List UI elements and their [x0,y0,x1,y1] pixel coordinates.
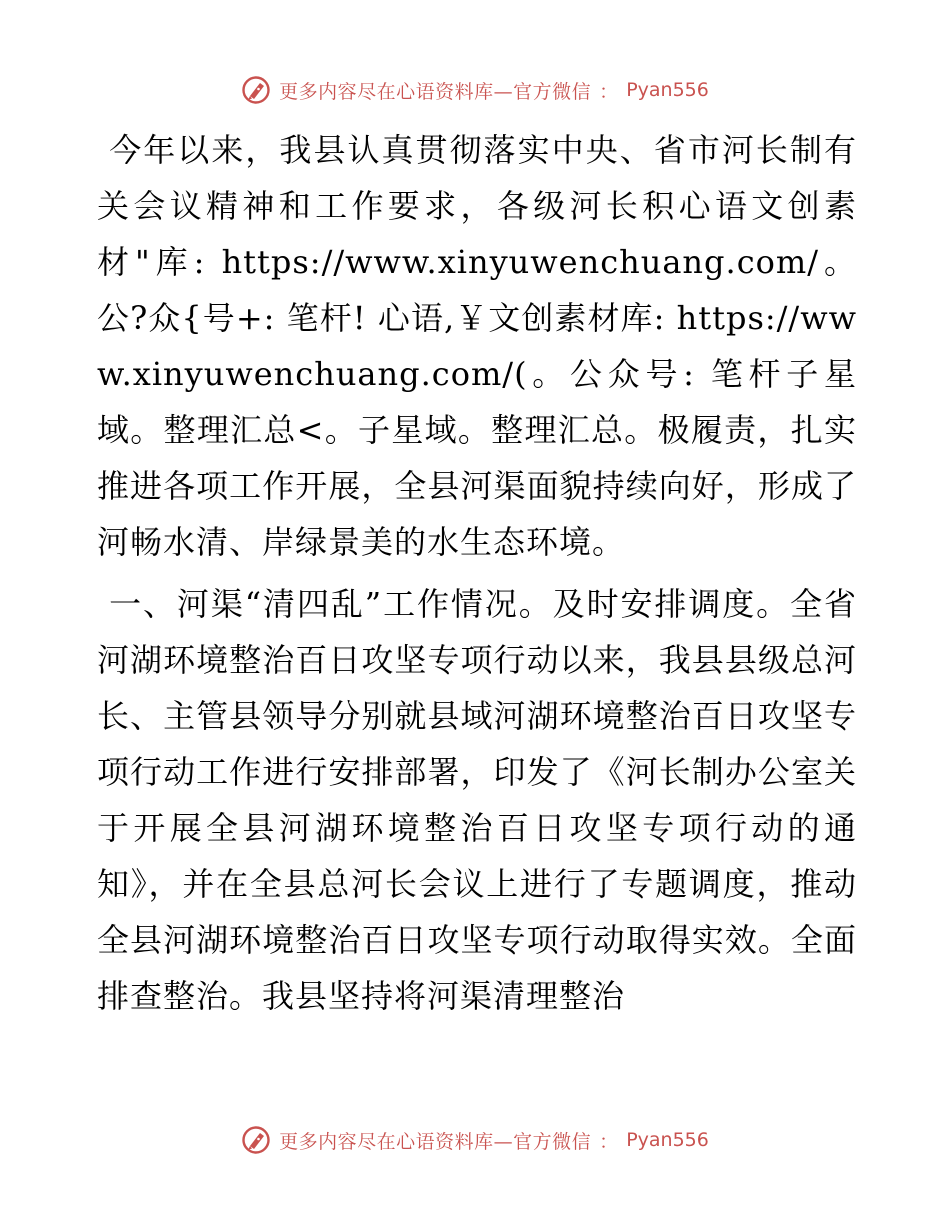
header-banner [0,70,950,110]
footer-banner [0,1120,950,1160]
footer-banner-colon: ： [599,1130,619,1153]
document-body [97,122,857,1024]
footer-banner-text: 更多内容尽在心语资料库—官方微信 [279,1130,592,1153]
body-paragraph: 一、河渠“清四乱”工作情况。及时安排调度。全省河湖环境整治百日攻坚专项行动以来，我县县级总河长、主管县领导分别就县域河湖环境整治百日攻坚专项行动工作进行安排部署，印发了《河长制办公室关于开展全县河湖环境整治百日攻坚专项行动的通知》，并在全县总河长会议上进行了专题调度，推动全县河湖环境整治百日攻坚专项行动取得实效。全面排查整治。我县坚持将河渠清理整治 [97,585,857,1015]
header-banner-text: 更多内容尽在心语资料库—官方微信 [279,80,592,103]
header-banner-id: Pyan556 [626,79,709,101]
pen-nib-logo-icon [241,75,271,105]
header-banner-colon: ： [599,80,619,103]
body-paragraph: 今年以来，我县认真贯彻落实中央、省市河长制有关会议精神和工作要求，各级河长积心语文创素材"库: https://www.xinyuwenchuang.com/。公?众{号+: 笔杆! 心语,￥文创素材库: https://www.xinyuwenchuang.com/(。公众号: 笔杆子星域。整理汇总<。子星域。整理汇总。极履责，扎实推进各项工作开展，全县河渠面貌持续向好，形成了河畅水清、岸绿景美的水生态环境。 [97,131,857,561]
pen-nib-logo-icon [241,1125,271,1155]
footer-banner-id: Pyan556 [626,1129,709,1151]
